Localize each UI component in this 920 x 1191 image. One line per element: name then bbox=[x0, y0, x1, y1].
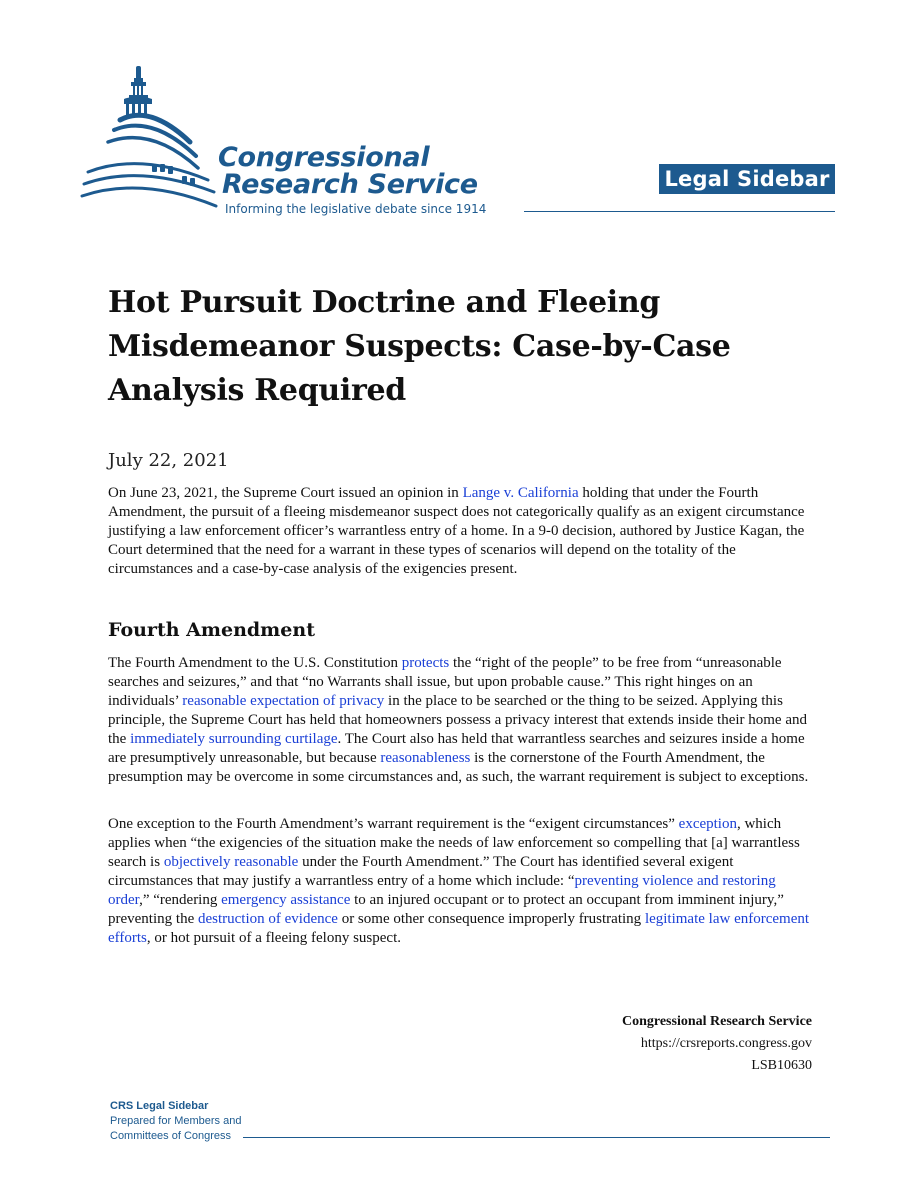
footer-report-code: LSB10630 bbox=[751, 1058, 812, 1073]
report-footer bbox=[622, 1011, 812, 1077]
link-protects[interactable]: protects bbox=[401, 655, 450, 671]
link-reasonableness[interactable]: reasonableness bbox=[380, 750, 471, 766]
link-preventing-violence-and-restoring-order[interactable]: preventing violence and restoring order bbox=[108, 873, 776, 908]
footer-url[interactable]: https://crsreports.congress.gov bbox=[640, 1036, 812, 1051]
bottom-label-line3: Committees of Congress bbox=[110, 1130, 232, 1142]
page-title: Hot Pursuit Doctrine and Fleeing Misdemeanor Suspects: Case-by-Case Analysis Required bbox=[108, 285, 731, 408]
bottom-label bbox=[110, 1099, 241, 1144]
section-heading-fourth-amendment: Fourth Amendment bbox=[108, 619, 315, 641]
capitol-dome-logo bbox=[80, 64, 220, 216]
footer-org-name: Congressional Research Service bbox=[621, 1014, 812, 1029]
bottom-label-title: CRS Legal Sidebar bbox=[110, 1100, 209, 1112]
bottom-label-line2: Prepared for Members and bbox=[110, 1115, 242, 1127]
link-objectively-reasonable[interactable]: objectively reasonable bbox=[163, 854, 299, 870]
tagline-rule bbox=[524, 211, 835, 212]
exigent-circumstances-paragraph: One exception to the Fourth Amendment’s warrant requirement is the “exigent circumstances” exception, which applies when “the exigencies of the situation make the needs of law enforcement so compelling that [a] warrantless search is objectively reasonable under the Fourth Amendment.” The Court has identified several exigent circumstances that may justify a warrantless entry of a home which include: “preventing violence and restoring order,” “rendering emergency assistance to an injured occupant or to protect an occupant from imminent injury,” preventing the destruction of evidence or some other consequence improperly frustrating legitimate law enforcement efforts, or hot pursuit of a fleeing felony suspect. bbox=[108, 816, 810, 946]
link-immediately-surrounding-curtilage[interactable]: immediately surrounding curtilage bbox=[130, 731, 338, 747]
bottom-rule bbox=[243, 1137, 830, 1138]
org-tagline: Informing the legislative debate since 1914 bbox=[225, 202, 487, 216]
org-name-line2: Research Service bbox=[222, 169, 478, 200]
fourth-amendment-paragraph: The Fourth Amendment to the U.S. Constitution protects the “right of the people” to be free from “unreasonable searches and seizures,” and that “no Warrants shall issue, but upon probable cause.” This right hinges on an individuals’ reasonable expectation of privacy in the place to be searched or the thing to be seized. Applying this principle, the Supreme Court has held that homeowners possess a privacy interest that extends inside their home and the immediately surrounding curtilage. The Court also has held that warrantless searches and seizures inside a home are presumptively unreasonable, but because reasonableness is the cornerstone of the Fourth Amendment, the presumption may be overcome in some circumstances and, as such, the warrant requirement is subject to exceptions. bbox=[108, 655, 809, 785]
org-name-line1: Congressional bbox=[218, 142, 430, 173]
link-destruction-of-evidence[interactable]: destruction of evidence bbox=[197, 911, 338, 927]
legal-sidebar-badge: Legal Sidebar bbox=[659, 164, 835, 194]
link-lange-v-california[interactable]: Lange v. California bbox=[462, 485, 579, 501]
link-emergency-assistance[interactable]: emergency assistance bbox=[221, 892, 351, 908]
publication-date: July 22, 2021 bbox=[108, 450, 229, 471]
link-exception[interactable]: exception bbox=[678, 816, 737, 832]
link-reasonable-expectation-of-privacy[interactable]: reasonable expectation of privacy bbox=[182, 693, 385, 709]
intro-paragraph: On June 23, 2021, the Supreme Court issued an opinion in Lange v. California holding that under the Fourth Amendment, the pursuit of a fleeing misdemeanor suspect does not categorically qualify as an exigent circumstance justifying a law enforcement officer’s warrantless entry of a home. In a 9-0 decision, authored by Justice Kagan, the Court determined that the need for a warrant in these types of scenarios will depend on the totality of the circumstances and a case-by-case analysis of the exigencies present. bbox=[108, 485, 805, 577]
link-legitimate-law-enforcement-efforts[interactable]: legitimate law enforcement efforts bbox=[108, 911, 810, 946]
